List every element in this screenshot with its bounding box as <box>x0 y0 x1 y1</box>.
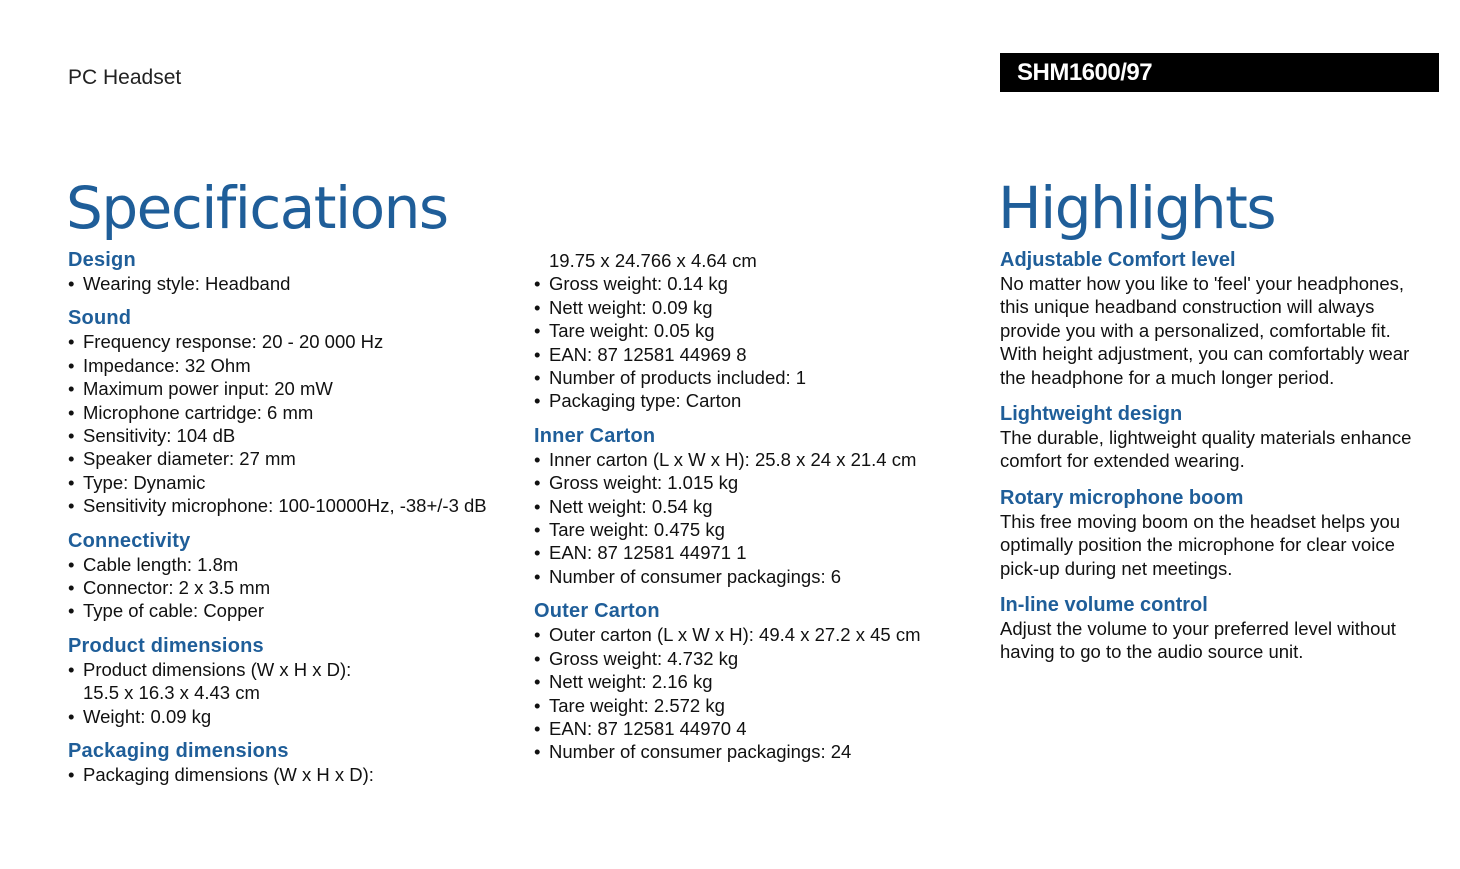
spec-item: • Sensitivity microphone: 100-10000Hz, -38+/-3 dB <box>68 494 513 517</box>
spec-item: • Gross weight: 1.015 kg <box>534 471 974 494</box>
spec-item: • Gross weight: 4.732 kg <box>534 647 974 670</box>
section-heading: Design <box>68 249 136 271</box>
highlight-inline-volume <box>1000 594 1440 664</box>
section-heading: Packaging dimensions <box>68 740 289 763</box>
spec-item: • Sensitivity: 104 dB <box>68 424 513 447</box>
spec-item: • Gross weight: 0.14 kg <box>534 272 974 295</box>
spec-item: • Wearing style: Headband <box>68 272 513 295</box>
highlight-line: With height adjustment, you can comfortably wear <box>1000 343 1410 365</box>
spec-item: • Speaker diameter: 27 mm <box>68 447 513 470</box>
spec-list <box>534 448 974 588</box>
highlight-text <box>1000 272 1440 389</box>
highlight-line: comfort for extended wearing. <box>1000 450 1245 472</box>
spec-item: • Number of consumer packagings: 6 <box>534 565 974 588</box>
spec-item: • Tare weight: 0.475 kg <box>534 518 974 541</box>
spec-item: • Microphone cartridge: 6 mm <box>68 401 513 424</box>
spec-section-packaging-continued <box>534 249 974 413</box>
spec-section-design <box>68 249 513 295</box>
spec-list <box>68 553 513 623</box>
highlight-text <box>1000 617 1440 664</box>
highlight-text <box>1000 426 1440 473</box>
spec-item-continuation: 15.5 x 16.3 x 4.43 cm <box>83 682 260 704</box>
highlight-text <box>1000 510 1440 580</box>
spec-item: • Outer carton (L x W x H): 49.4 x 27.2 x 45 cm <box>534 623 974 646</box>
section-heading: Connectivity <box>68 529 191 552</box>
spec-item: • Maximum power input: 20 mW <box>68 377 513 400</box>
spec-list <box>534 623 974 763</box>
spec-list <box>68 272 513 295</box>
spec-item: • Tare weight: 2.572 kg <box>534 694 974 717</box>
spec-item: • EAN: 87 12581 44969 8 <box>534 343 974 366</box>
spec-list <box>68 658 513 681</box>
highlights-column <box>1000 249 1440 678</box>
highlight-heading: Adjustable Comfort level <box>1000 249 1236 271</box>
spec-item: • Packaging type: Carton <box>534 389 974 412</box>
spec-item: • Inner carton (L x W x H): 25.8 x 24 x 21.4 cm <box>534 448 974 471</box>
spec-section-sound <box>68 307 513 517</box>
highlight-line: No matter how you like to 'feel' your headphones, <box>1000 273 1405 294</box>
specs-column-2 <box>534 249 974 776</box>
spec-item: • Frequency response: 20 - 20 000 Hz <box>68 330 513 353</box>
highlight-adjustable-comfort <box>1000 249 1440 389</box>
spec-section-outer-carton <box>534 600 974 763</box>
spec-item: • Weight: 0.09 kg <box>68 705 513 728</box>
spec-list <box>68 763 513 786</box>
highlight-line: Adjust the volume to your preferred level without <box>1000 618 1396 640</box>
spec-item: • Nett weight: 2.16 kg <box>534 670 974 693</box>
highlight-heading: Rotary microphone boom <box>1000 486 1244 509</box>
spec-item: • Cable length: 1.8m <box>68 553 513 576</box>
highlight-line: This free moving boom on the headset helps you <box>1000 510 1401 532</box>
section-heading: Product dimensions <box>68 634 264 657</box>
highlight-line: provide you with a personalized, comfortable fit. <box>1000 319 1391 341</box>
spec-item: • EAN: 87 12581 44970 4 <box>534 717 974 740</box>
spec-item: • Nett weight: 0.54 kg <box>534 495 974 518</box>
spec-item: • Tare weight: 0.05 kg <box>534 319 974 342</box>
spec-section-inner-carton <box>534 425 974 588</box>
section-heading: Sound <box>68 307 132 330</box>
highlight-line: this unique headband construction will always <box>1000 296 1375 318</box>
section-heading: Inner Carton <box>534 424 656 447</box>
spec-item: • Type of cable: Copper <box>68 599 513 622</box>
specs-column-1 <box>68 249 513 799</box>
spec-section-connectivity <box>68 530 513 623</box>
spec-item: • EAN: 87 12581 44971 1 <box>534 541 974 564</box>
spec-section-product-dimensions <box>68 635 513 728</box>
highlight-lightweight-design <box>1000 403 1440 473</box>
highlight-line: having to go to the audio source unit. <box>1000 641 1304 663</box>
spec-item: • Packaging dimensions (W x H x D): <box>68 763 513 786</box>
spec-item: • Nett weight: 0.09 kg <box>534 296 974 319</box>
highlight-line: pick-up during net meetings. <box>1000 557 1233 579</box>
spec-item: • Number of products included: 1 <box>534 366 974 389</box>
spec-list <box>534 272 974 412</box>
highlights-title: Highlights <box>998 173 1276 242</box>
highlight-rotary-microphone <box>1000 487 1440 580</box>
highlight-heading: Lightweight design <box>1000 403 1183 426</box>
spec-list <box>68 705 513 728</box>
specifications-title: Specifications <box>66 173 448 242</box>
section-heading: Outer Carton <box>534 600 660 623</box>
highlight-heading: In-line volume control <box>1000 594 1208 617</box>
spec-list <box>68 330 513 517</box>
spec-item-continuation: 19.75 x 24.766 x 4.64 cm <box>549 250 757 271</box>
product-type-label: PC Headset <box>68 66 182 89</box>
highlight-line: the headphone for a much longer period. <box>1000 366 1335 388</box>
highlight-line: optimally position the microphone for clear voice <box>1000 534 1395 556</box>
model-number-bar: SHM1600/97 <box>1000 53 1439 92</box>
spec-item: • Type: Dynamic <box>68 471 513 494</box>
spec-item: • Connector: 2 x 3.5 mm <box>68 576 513 599</box>
spec-section-packaging-dimensions <box>68 740 513 786</box>
spec-item: • Number of consumer packagings: 24 <box>534 740 974 763</box>
spec-item: • Product dimensions (W x H x D): <box>68 658 513 681</box>
highlight-line: The durable, lightweight quality materials enhance <box>1000 427 1412 449</box>
spec-item: • Impedance: 32 Ohm <box>68 354 513 377</box>
